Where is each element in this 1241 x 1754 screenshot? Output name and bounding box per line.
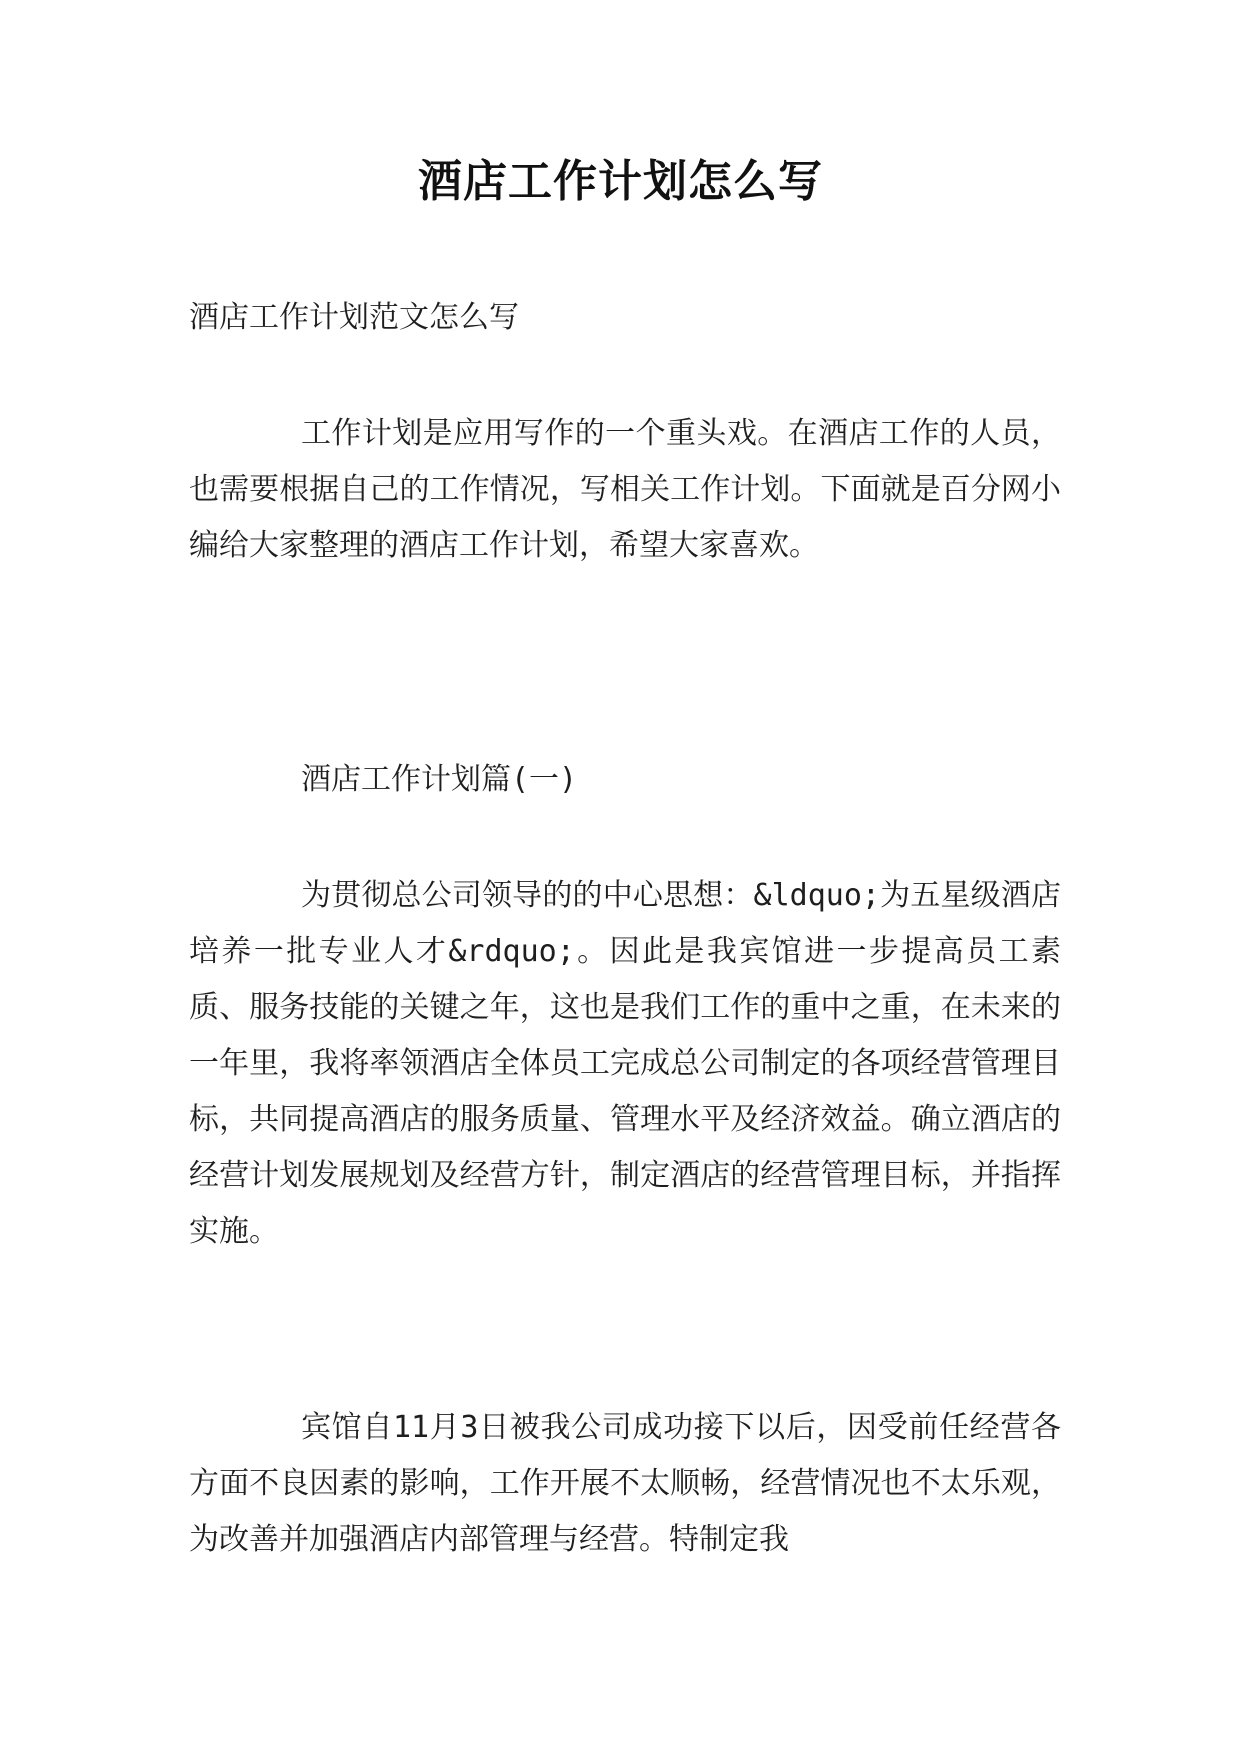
section-heading: 酒店工作计划篇(一) — [301, 762, 578, 797]
body-paragraph-1: 为贯彻总公司领导的的中心思想：&ldquo;为五星级酒店培养一批专业人才&rdquo;。因此是我宾馆进一步提高员工素质、服务技能的关键之年，这也是我们工作的重中之重，在未来的一年里，我将率领酒店全体员工完成总公司制定的各项经营管理目标，共同提高酒店的服务质量、管理水平及经济效益。确立酒店的经营计划发展规划及经营方针，制定酒店的经营管理目标，并指挥实施。 — [189, 878, 1061, 1249]
body-paragraph-2: 宾馆自11月3日被我公司成功接下以后，因受前任经营各方面不良因素的影响，工作开展不太顺畅，经营情况也不太乐观，为改善并加强酒店内部管理与经营。特制定我 — [189, 1410, 1061, 1557]
document-title: 酒店工作计划怎么写 — [418, 156, 823, 207]
document-subtitle: 酒店工作计划范文怎么写 — [189, 300, 519, 335]
intro-paragraph: 工作计划是应用写作的一个重头戏。在酒店工作的人员，也需要根据自己的工作情况，写相关工作计划。下面就是百分网小编给大家整理的酒店工作计划，希望大家喜欢。 — [189, 416, 1061, 563]
